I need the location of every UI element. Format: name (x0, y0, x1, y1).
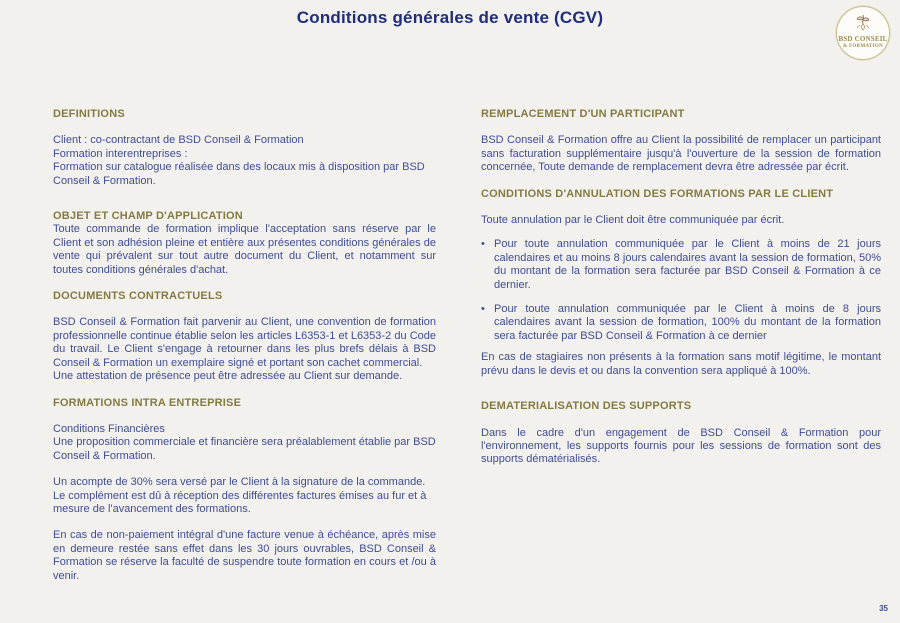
definitions-line-catalogue: Formation sur catalogue réalisée dans des locaux mis à disposition par BSD Conseil & Formation. (53, 161, 425, 187)
page-number: 35 (879, 604, 888, 613)
logo-text-line2: & FORMATION (842, 43, 883, 49)
right-column (481, 108, 881, 467)
heading-remplacement: REMPLACEMENT D'UN PARTICIPANT (481, 108, 685, 120)
logo-text-line1: BSD CONSEIL (838, 35, 888, 44)
page-title: Conditions générales de vente (CGV) (296, 8, 604, 27)
documents-attestation-line: Une attestation de présence peut être adressée au Client sur demande. (53, 370, 403, 383)
annulation-outro-paragraph: En cas de stagiaires non présents à la formation sans motif légitime, le montant prévu dans le devis et ou dans la convention sera appliqué à 100%. (481, 351, 881, 377)
hummingbird-flower-icon (852, 12, 874, 34)
remplacement-paragraph: BSD Conseil & Formation offre au Client la possibilité de remplacer un participant sans facturation supplémentaire jusqu'à l'ouverture de la session de formation concernée, Toute demande de remplacement devra être adressée par écrit. (481, 134, 881, 174)
intra-proposition-paragraph: Une proposition commerciale et financière sera préalablement établie par BSD Conseil & Formation. (53, 436, 436, 462)
intra-acompte-line: Un acompte de 30% sera versé par le Client à la signature de la commande. (53, 476, 426, 489)
dematerialisation-paragraph: Dans le cadre d'un engagement de BSD Conseil & Formation pour l'environnement, les supports fournis pour les sessions de formation sont des supports dématérialisés. (481, 426, 881, 466)
bullet-text: Pour toute annulation communiquée par le Client à moins de 21 jours calendaires et au moins 8 jours calendaires avant la session de formation, 50% du montant de la formation sera facturée par BSD Conseil & Formation à ce dernier. (494, 238, 881, 291)
annulation-bullet-8-jours (481, 303, 881, 343)
intra-complement-paragraph: Le complément est dû à réception des différentes factures émises au fur et à mesure de l'avancement des formations. (53, 489, 427, 515)
annulation-intro: Toute annulation par le Client doit être communiquée par écrit. (481, 214, 785, 227)
bullet-icon: • (481, 303, 485, 316)
intra-nonpaiement-paragraph: En cas de non-paiement intégral d'une facture venue à échéance, après mise en demeure restée sans effet dans les 30 jours ouvrables, BSD Conseil & Formation se réserve la faculté de suspendre toute formation en cours et /ou à venir. (53, 529, 436, 582)
heading-definitions: DEFINITIONS (53, 108, 125, 120)
left-column (53, 108, 436, 583)
bullet-icon: • (481, 238, 485, 251)
definitions-line-client: Client : co-contractant de BSD Conseil & Formation (53, 134, 304, 147)
heading-annulation: CONDITIONS D'ANNULATION DES FORMATIONS PAR LE CLIENT (481, 187, 834, 200)
heading-objet: OBJET ET CHAMP D'APPLICATION (53, 210, 243, 223)
definitions-line-interentreprises: Formation interentreprises : (53, 147, 188, 160)
heading-formations-intra: FORMATIONS INTRA ENTREPRISE (53, 396, 242, 409)
company-logo (836, 6, 890, 60)
bullet-text: Pour toute annulation communiquée par le Client à moins de 8 jours calendaires avant la session de formation, 100% du montant de la formation sera facturée par BSD Conseil & Formation à ce dernier (494, 303, 881, 342)
documents-paragraph: BSD Conseil & Formation fait parvenir au Client, une convention de formation professionnelle continue établie selon les articles L6353-1 et L6353-2 du Code du travail. Le Client s'engage à retourner dans les plus brefs délais à BSD Conseil & Formation un exemplaire signé et portant son cachet commercial. (53, 316, 436, 369)
objet-paragraph: Toute commande de formation implique l'acceptation sans réserve par le Client et son adhésion pleine et entière aux présentes conditions générales de vente qui prévalent sur tout autre document du Client, et notamment sur toutes conditions générales d'achat. (53, 223, 436, 276)
annulation-bullet-21-jours (481, 238, 881, 292)
heading-dematerialisation: DEMATERIALISATION DES SUPPORTS (481, 400, 692, 413)
heading-documents-contractuels: DOCUMENTS CONTRACTUELS (53, 290, 223, 303)
intra-conditions-financieres: Conditions Financières (53, 422, 165, 435)
